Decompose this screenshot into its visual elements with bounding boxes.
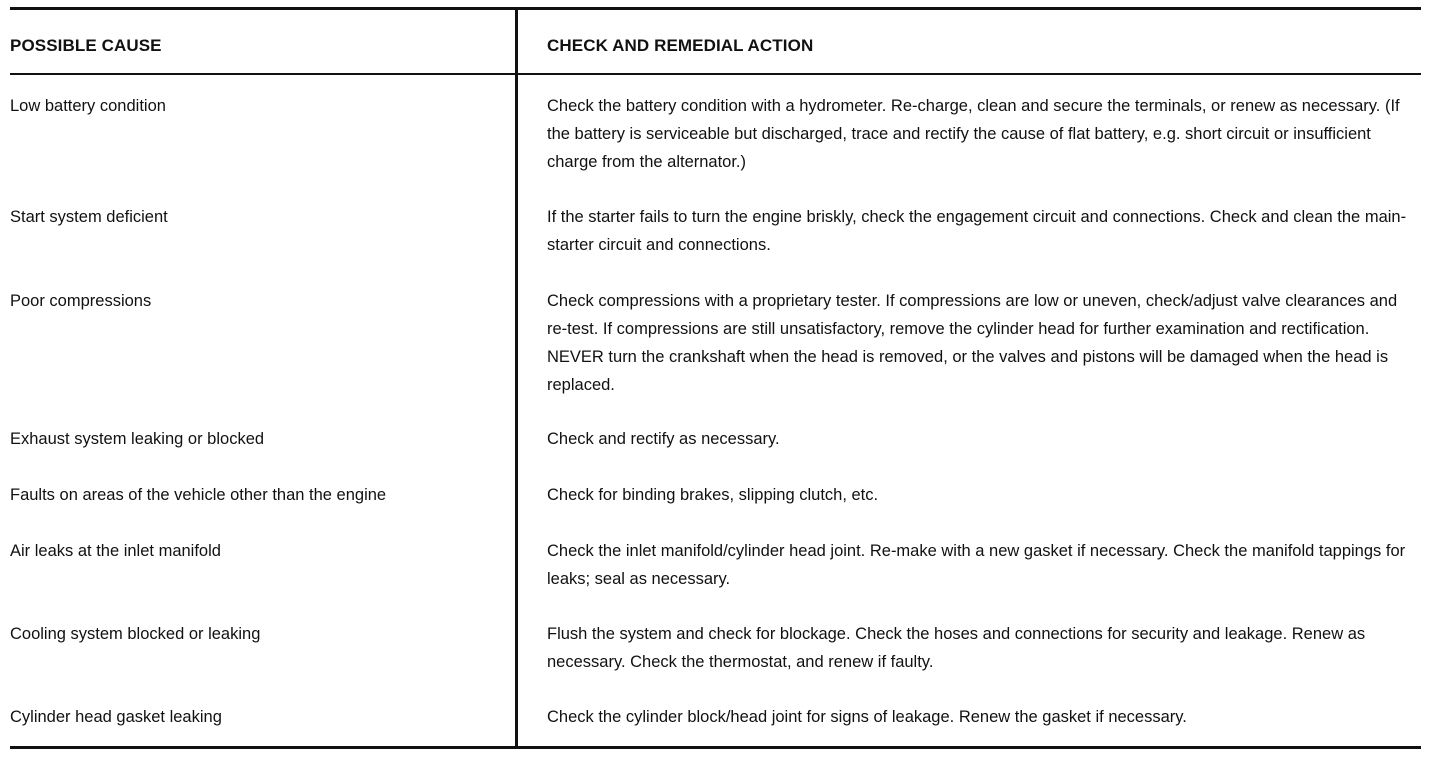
header-possible-cause: POSSIBLE CAUSE — [10, 36, 162, 55]
action-cell: Check for binding brakes, slipping clutch, etc. — [547, 486, 879, 504]
header-divider — [10, 73, 1421, 75]
cause-cell: Start system deficient — [10, 208, 168, 226]
action-cell: Check compressions with a proprietary tester. If compressions are low or uneven, check/adjust valve clearances and re-test. If compressions are still unsatisfactory, remove the cylinder head for further examination and rectification. NEVER turn the crankshaft when the head is removed, or the valves and pistons will be damaged when the head is replaced. — [547, 292, 1398, 394]
action-cell: Check and rectify as necessary. — [547, 430, 780, 448]
header-check-and-remedial-action: CHECK AND REMEDIAL ACTION — [547, 36, 814, 55]
cause-cell: Cylinder head gasket leaking — [10, 708, 222, 726]
action-cell: Flush the system and check for blockage. Check the hoses and connections for security and leakage. Renew as necessary. Check the thermostat, and renew if faulty. — [547, 625, 1366, 671]
cause-cell: Poor compressions — [10, 292, 152, 310]
cause-cell: Faults on areas of the vehicle other than the engine — [10, 486, 387, 504]
action-cell: Check the battery condition with a hydrometer. Re-charge, clean and secure the terminals, or renew as necessary. (If the battery is serviceable but discharged, trace and rectify the cause of flat battery, e.g. short circuit or insufficient charge from the alternator.) — [547, 97, 1400, 171]
table-bottom-border — [10, 746, 1421, 749]
action-cell: Check the cylinder block/head joint for signs of leakage. Renew the gasket if necessary. — [547, 708, 1187, 726]
table-top-border — [10, 7, 1421, 10]
column-divider — [515, 7, 518, 749]
action-cell: If the starter fails to turn the engine briskly, check the engagement circuit and connections. Check and clean the main-starter circuit and connections. — [547, 208, 1407, 254]
cause-cell: Cooling system blocked or leaking — [10, 625, 261, 643]
cause-cell: Low battery condition — [10, 97, 166, 115]
cause-cell: Air leaks at the inlet manifold — [10, 542, 221, 560]
action-cell: Check the inlet manifold/cylinder head joint. Re-make with a new gasket if necessary. Check the manifold tappings for leaks; seal as necessary. — [547, 542, 1406, 588]
cause-cell: Exhaust system leaking or blocked — [10, 430, 265, 448]
